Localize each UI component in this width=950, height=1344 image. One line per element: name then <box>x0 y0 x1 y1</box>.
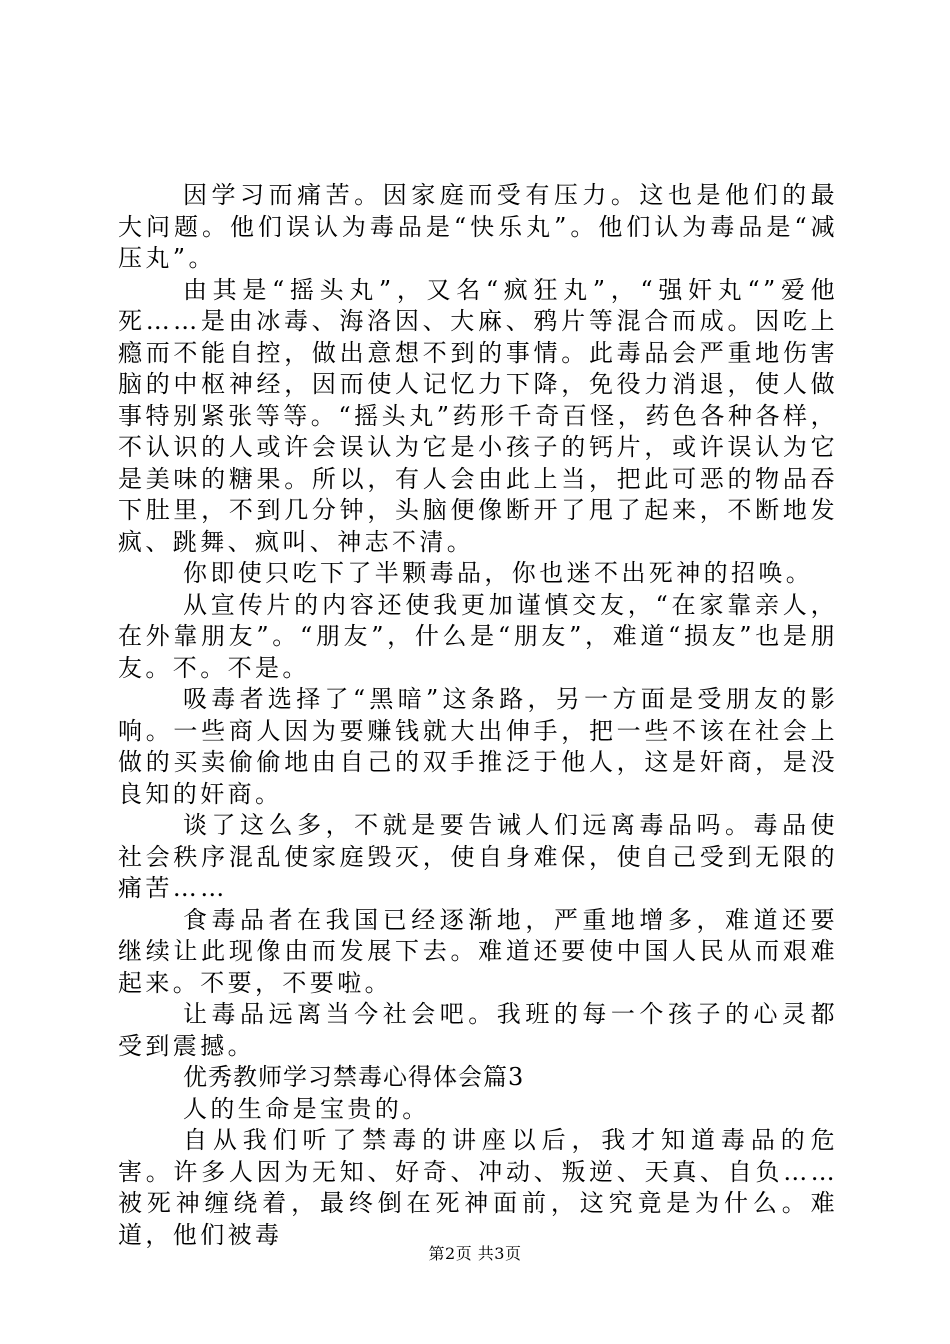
paragraph: 从宣传片的内容还使我更加谨慎交友，“在家靠亲人，在外靠朋友”。“朋友”，什么是“朋友”，难道“损友”也是朋友。不。不是。 <box>118 590 838 682</box>
paragraph: 人的生命是宝贵的。 <box>183 1094 430 1123</box>
document-body <box>118 180 838 1251</box>
paragraph: 食毒品者在我国已经逐渐地，严重地增多，难道还要继续让此现像由而发展下去。难道还要使中国人民从而艰难起来。不要，不要啦。 <box>118 905 838 997</box>
section-heading: 优秀教师学习禁毒心得体会篇3 <box>183 1063 525 1091</box>
paragraph: 谈了这么多，不就是要告诫人们远离毒品吗。毒品使社会秩序混乱使家庭毁灭，使自身难保，使自己受到无限的痛苦…… <box>118 811 838 902</box>
paragraph: 吸毒者选择了“黑暗”这条路，另一方面是受朋友的影响。一些商人因为要赚钱就大出伸手，把一些不该在社会上做的买卖偷偷地由自己的双手推泛于他人，这是奸商，是没良知的奸商。 <box>118 685 838 808</box>
paragraph: 由其是“摇头丸”，又名“疯狂丸”，“强奸丸“”爱他死……是由冰毒、海洛因、大麻、鸦片等混合而成。因吃上瘾而不能自控，做出意想不到的事情。此毒品会严重地伤害脑的中枢神经，因而使人记忆力下降，免役力消退，使人做事特别紧张等等。“摇头丸”药形千奇百怪，药色各种各样，不认识的人或许会误认为它是小孩子的钙片，或许误认为它是美味的糖果。所以，有人会由此上当，把此可恶的物品吞下肚里，不到几分钟，头脑便像断开了甩了起来，不断地发疯、跳舞、疯叫、神志不清。 <box>118 275 838 556</box>
paragraph: 自从我们听了禁毒的讲座以后，我才知道毒品的危害。许多人因为无知、好奇、冲动、叛逆、天真、自负……被死神缠绕着，最终倒在死神面前，这究竟是为什么。难道，他们被毒 <box>118 1126 838 1249</box>
paragraph: 你即使只吃下了半颗毒品，你也迷不出死神的招唤。 <box>183 559 814 587</box>
page-number-footer: 第2页 共3页 <box>428 1244 522 1263</box>
paragraph: 让毒品远离当今社会吧。我班的每一个孩子的心灵都受到震撼。 <box>118 1000 838 1060</box>
paragraph: 因学习而痛苦。因家庭而受有压力。这也是他们的最大问题。他们误认为毒品是“快乐丸”。他们认为毒品是“减压丸”。 <box>118 181 838 272</box>
